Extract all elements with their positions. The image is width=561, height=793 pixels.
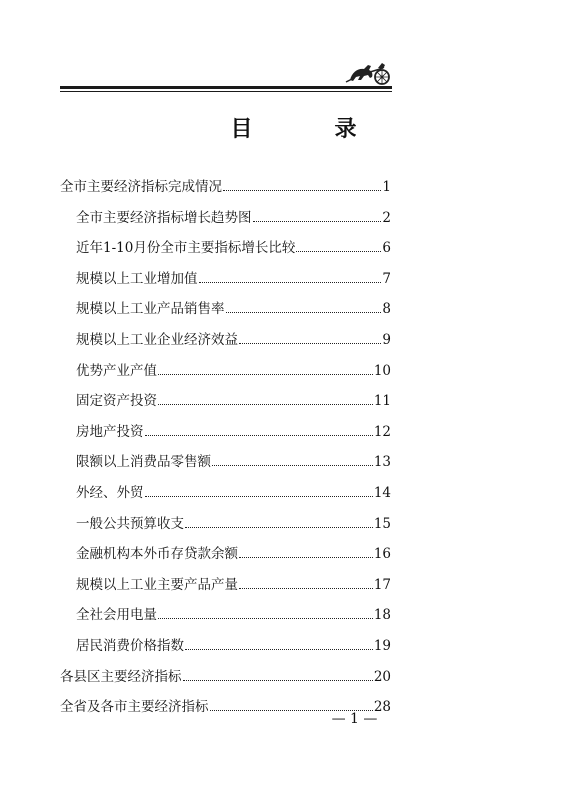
toc-entry-title: 规模以上工业企业经济效益	[76, 332, 238, 348]
toc-leader-dots	[158, 604, 373, 619]
toc-entry-title: 全市主要经济指标完成情况	[60, 179, 222, 195]
toc-entry[interactable]	[60, 176, 391, 196]
toc-entry-title: 房地产投资	[76, 423, 144, 440]
toc-entry[interactable]	[76, 482, 391, 502]
toc-entry-title: 全省及各市主要经济指标	[60, 699, 209, 716]
page-title: 目 录	[230, 117, 387, 142]
toc-entry-page-number: 2	[382, 209, 391, 226]
toc-entry-page-number: 6	[382, 240, 391, 257]
toc-entry-title: 全市主要经济指标增长趋势图	[76, 209, 252, 226]
toc-entry-page-number: 1	[382, 179, 391, 195]
toc-entry-title: 各县区主要经济指标	[60, 668, 182, 685]
toc-entry-page-number: 12	[373, 423, 391, 440]
toc-leader-dots	[226, 298, 382, 313]
toc-entry-page-number: 17	[373, 576, 391, 593]
toc-entry-title: 限额以上消费品零售额	[76, 454, 211, 471]
toc-entry[interactable]	[76, 635, 391, 655]
toc-leader-dots	[223, 176, 381, 191]
toc-leader-dots	[239, 329, 381, 344]
toc-entry-page-number: 28	[373, 699, 391, 716]
toc-leader-dots	[239, 543, 373, 558]
toc-entry[interactable]	[76, 268, 391, 288]
toc-leader-dots	[239, 574, 373, 589]
toc-entry-page-number: 7	[382, 270, 391, 287]
toc-entry-page-number: 19	[373, 638, 391, 654]
toc-entry[interactable]	[76, 237, 391, 257]
toc-entry-title: 外经、外贸	[76, 485, 144, 501]
toc-entry-title: 规模以上工业产品销售率	[76, 301, 225, 318]
toc-entry[interactable]	[76, 207, 391, 227]
toc-entry[interactable]	[76, 390, 391, 410]
toc-entry-page-number: 11	[373, 393, 391, 410]
page-footer: — 1 —	[331, 711, 378, 727]
toc-leader-dots	[145, 421, 373, 436]
toc-entry-title: 固定资产投资	[76, 393, 157, 410]
toc-entry-title: 金融机构本外币存贷款余额	[76, 546, 238, 563]
toc-entry-page-number: 15	[373, 515, 391, 532]
toc-entry[interactable]	[76, 604, 391, 624]
toc-entry-page-number: 14	[373, 485, 391, 501]
toc-entry[interactable]	[76, 451, 391, 471]
toc-leader-dots	[145, 482, 373, 497]
toc-entry-title: 优势产业产值	[76, 362, 157, 379]
toc-entry-title: 规模以上工业增加值	[76, 270, 198, 287]
toc-leader-dots	[212, 451, 373, 466]
toc-entry[interactable]	[76, 421, 391, 441]
toc-leader-dots	[158, 360, 373, 375]
toc-entry-page-number: 8	[382, 301, 391, 318]
toc-entry-title: 居民消费价格指数	[76, 638, 184, 654]
toc-leader-dots	[296, 237, 381, 252]
toc-leader-dots	[158, 390, 373, 405]
toc-entry[interactable]	[76, 574, 391, 594]
toc-entry-page-number: 13	[373, 454, 391, 471]
toc-leader-dots	[199, 268, 382, 283]
toc-entry-title: 近年1-10月份全市主要指标增长比较	[76, 240, 296, 257]
toc-entry-page-number: 20	[373, 668, 391, 685]
toc-leader-dots	[183, 666, 373, 681]
toc-entry[interactable]	[76, 543, 391, 563]
toc-leader-dots	[185, 513, 373, 528]
toc-entry[interactable]	[76, 513, 391, 533]
toc-leader-dots	[253, 207, 382, 222]
toc-entry-page-number: 18	[373, 607, 391, 624]
toc-entry-title: 一般公共预算收支	[76, 515, 184, 532]
toc-entry-page-number: 9	[382, 332, 391, 348]
toc-entry[interactable]	[76, 298, 391, 318]
toc-entry-page-number: 10	[373, 362, 391, 379]
toc-entry-title: 规模以上工业主要产品产量	[76, 576, 238, 593]
toc-leader-dots	[185, 635, 373, 650]
toc-entry[interactable]	[60, 666, 391, 686]
toc-leader-dots	[210, 696, 373, 711]
toc-entry[interactable]	[76, 360, 391, 380]
toc-entry-title: 全社会用电量	[76, 607, 157, 624]
toc-entry-page-number: 16	[373, 546, 391, 563]
toc-entry[interactable]	[76, 329, 391, 349]
